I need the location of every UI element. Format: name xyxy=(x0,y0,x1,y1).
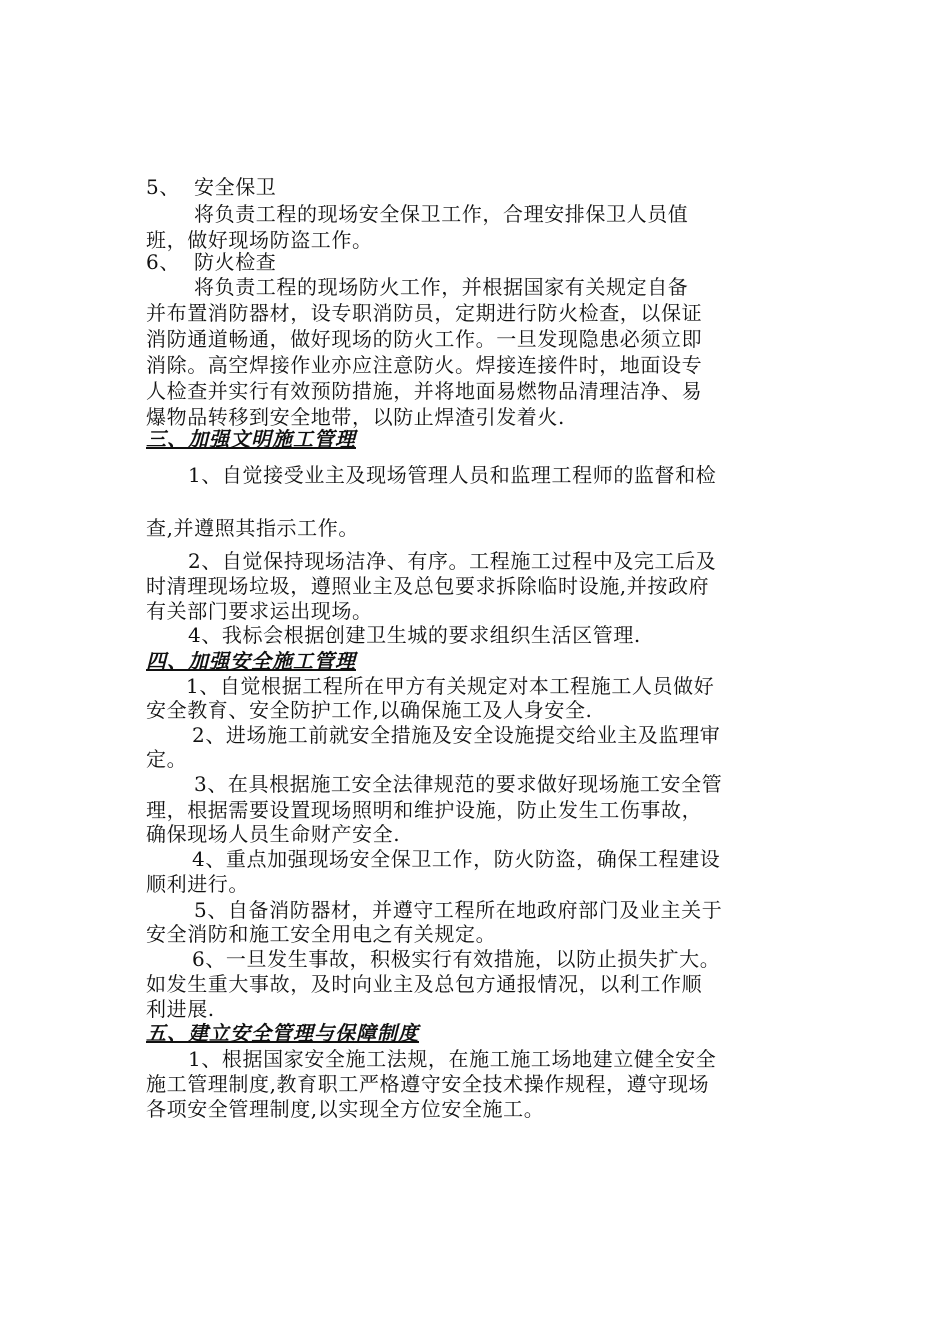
paragraph-line: 消除。高空焊接作业亦应注意防火。焊接连接件时，地面设专 xyxy=(146,353,703,377)
paragraph-line: 将负责工程的现场安全保卫工作，合理安排保卫人员值 xyxy=(194,202,689,226)
paragraph-line: 顺利进行。 xyxy=(146,872,249,896)
paragraph-line: 各项安全管理制度,以实现全方位安全施工。 xyxy=(146,1097,545,1121)
paragraph-line: 利进展. xyxy=(146,997,215,1021)
section-5-heading: 五、建立安全管理与保障制度 xyxy=(146,1021,419,1045)
paragraph-line: 2、进场施工前就安全措施及安全设施提交给业主及监理审 xyxy=(192,723,721,747)
item-6-heading xyxy=(146,249,806,275)
paragraph-line: 施工管理制度,教育职工严格遵守安全技术操作规程，遵守现场 xyxy=(146,1072,710,1096)
paragraph-line: 消防通道畅通，做好现场的防火工作。一旦发现隐患必须立即 xyxy=(146,327,703,351)
item-title: 防火检查 xyxy=(194,250,277,274)
paragraph-line: 1、自觉根据工程所在甲方有关规定对本工程施工人员做好 xyxy=(186,674,715,698)
item-title: 安全保卫 xyxy=(194,175,277,199)
paragraph-line: 安全消防和施工安全用电之有关规定。 xyxy=(146,922,497,946)
paragraph-line: 2、自觉保持现场洁净、有序。工程施工过程中及完工后及 xyxy=(188,549,717,573)
paragraph-line: 3、在具根据施工安全法律规范的要求做好现场施工安全管 xyxy=(194,772,723,796)
section-3-heading: 三、加强文明施工管理 xyxy=(146,427,356,451)
paragraph-line: 确保现场人员生命财产安全. xyxy=(146,822,401,846)
paragraph-line: 时清理现场垃圾，遵照业主及总包要求拆除临时设施,并按政府 xyxy=(146,574,710,598)
paragraph-line: 5、自备消防器材，并遵守工程所在地政府部门及业主关于 xyxy=(194,898,723,922)
item-number: 6、 xyxy=(146,250,180,274)
paragraph-line: 有关部门要求运出现场。 xyxy=(146,599,373,623)
paragraph-line: 6、一旦发生事故，积极实行有效措施，以防止损失扩大。 xyxy=(192,947,721,971)
paragraph-line: 班，做好现场防盗工作。 xyxy=(146,228,373,252)
paragraph-line: 理，根据需要设置现场照明和维护设施，防止发生工伤事故， xyxy=(146,798,703,822)
paragraph-line: 并布置消防器材，设专职消防员，定期进行防火检查，以保证 xyxy=(146,301,703,325)
paragraph-line: 4、重点加强现场安全保卫工作，防火防盗，确保工程建设 xyxy=(192,847,721,871)
paragraph-line: 爆物品转移到安全地带，以防止焊渣引发着火. xyxy=(146,405,565,429)
paragraph-line: 查,并遵照其指示工作。 xyxy=(146,516,359,540)
section-4-heading: 四、加强安全施工管理 xyxy=(146,649,356,673)
paragraph-line: 人检查并实行有效预防措施，并将地面易燃物品清理洁净、易 xyxy=(146,379,703,403)
item-number: 5、 xyxy=(146,175,180,199)
paragraph-line: 1、根据国家安全施工法规，在施工施工场地建立健全安全 xyxy=(188,1047,717,1071)
paragraph-line: 4、我标会根据创建卫生城的要求组织生活区管理. xyxy=(188,623,641,647)
paragraph-line: 将负责工程的现场防火工作，并根据国家有关规定自备 xyxy=(194,275,689,299)
paragraph-line: 如发生重大事故，及时向业主及总包方通报情况，以利工作顺 xyxy=(146,972,703,996)
paragraph-line: 定。 xyxy=(146,747,188,771)
paragraph-line: 1、自觉接受业主及现场管理人员和监理工程师的监督和检 xyxy=(188,463,717,487)
paragraph-line: 安全教育、安全防护工作,以确保施工及人身安全. xyxy=(146,698,593,722)
item-5-heading xyxy=(146,174,806,200)
